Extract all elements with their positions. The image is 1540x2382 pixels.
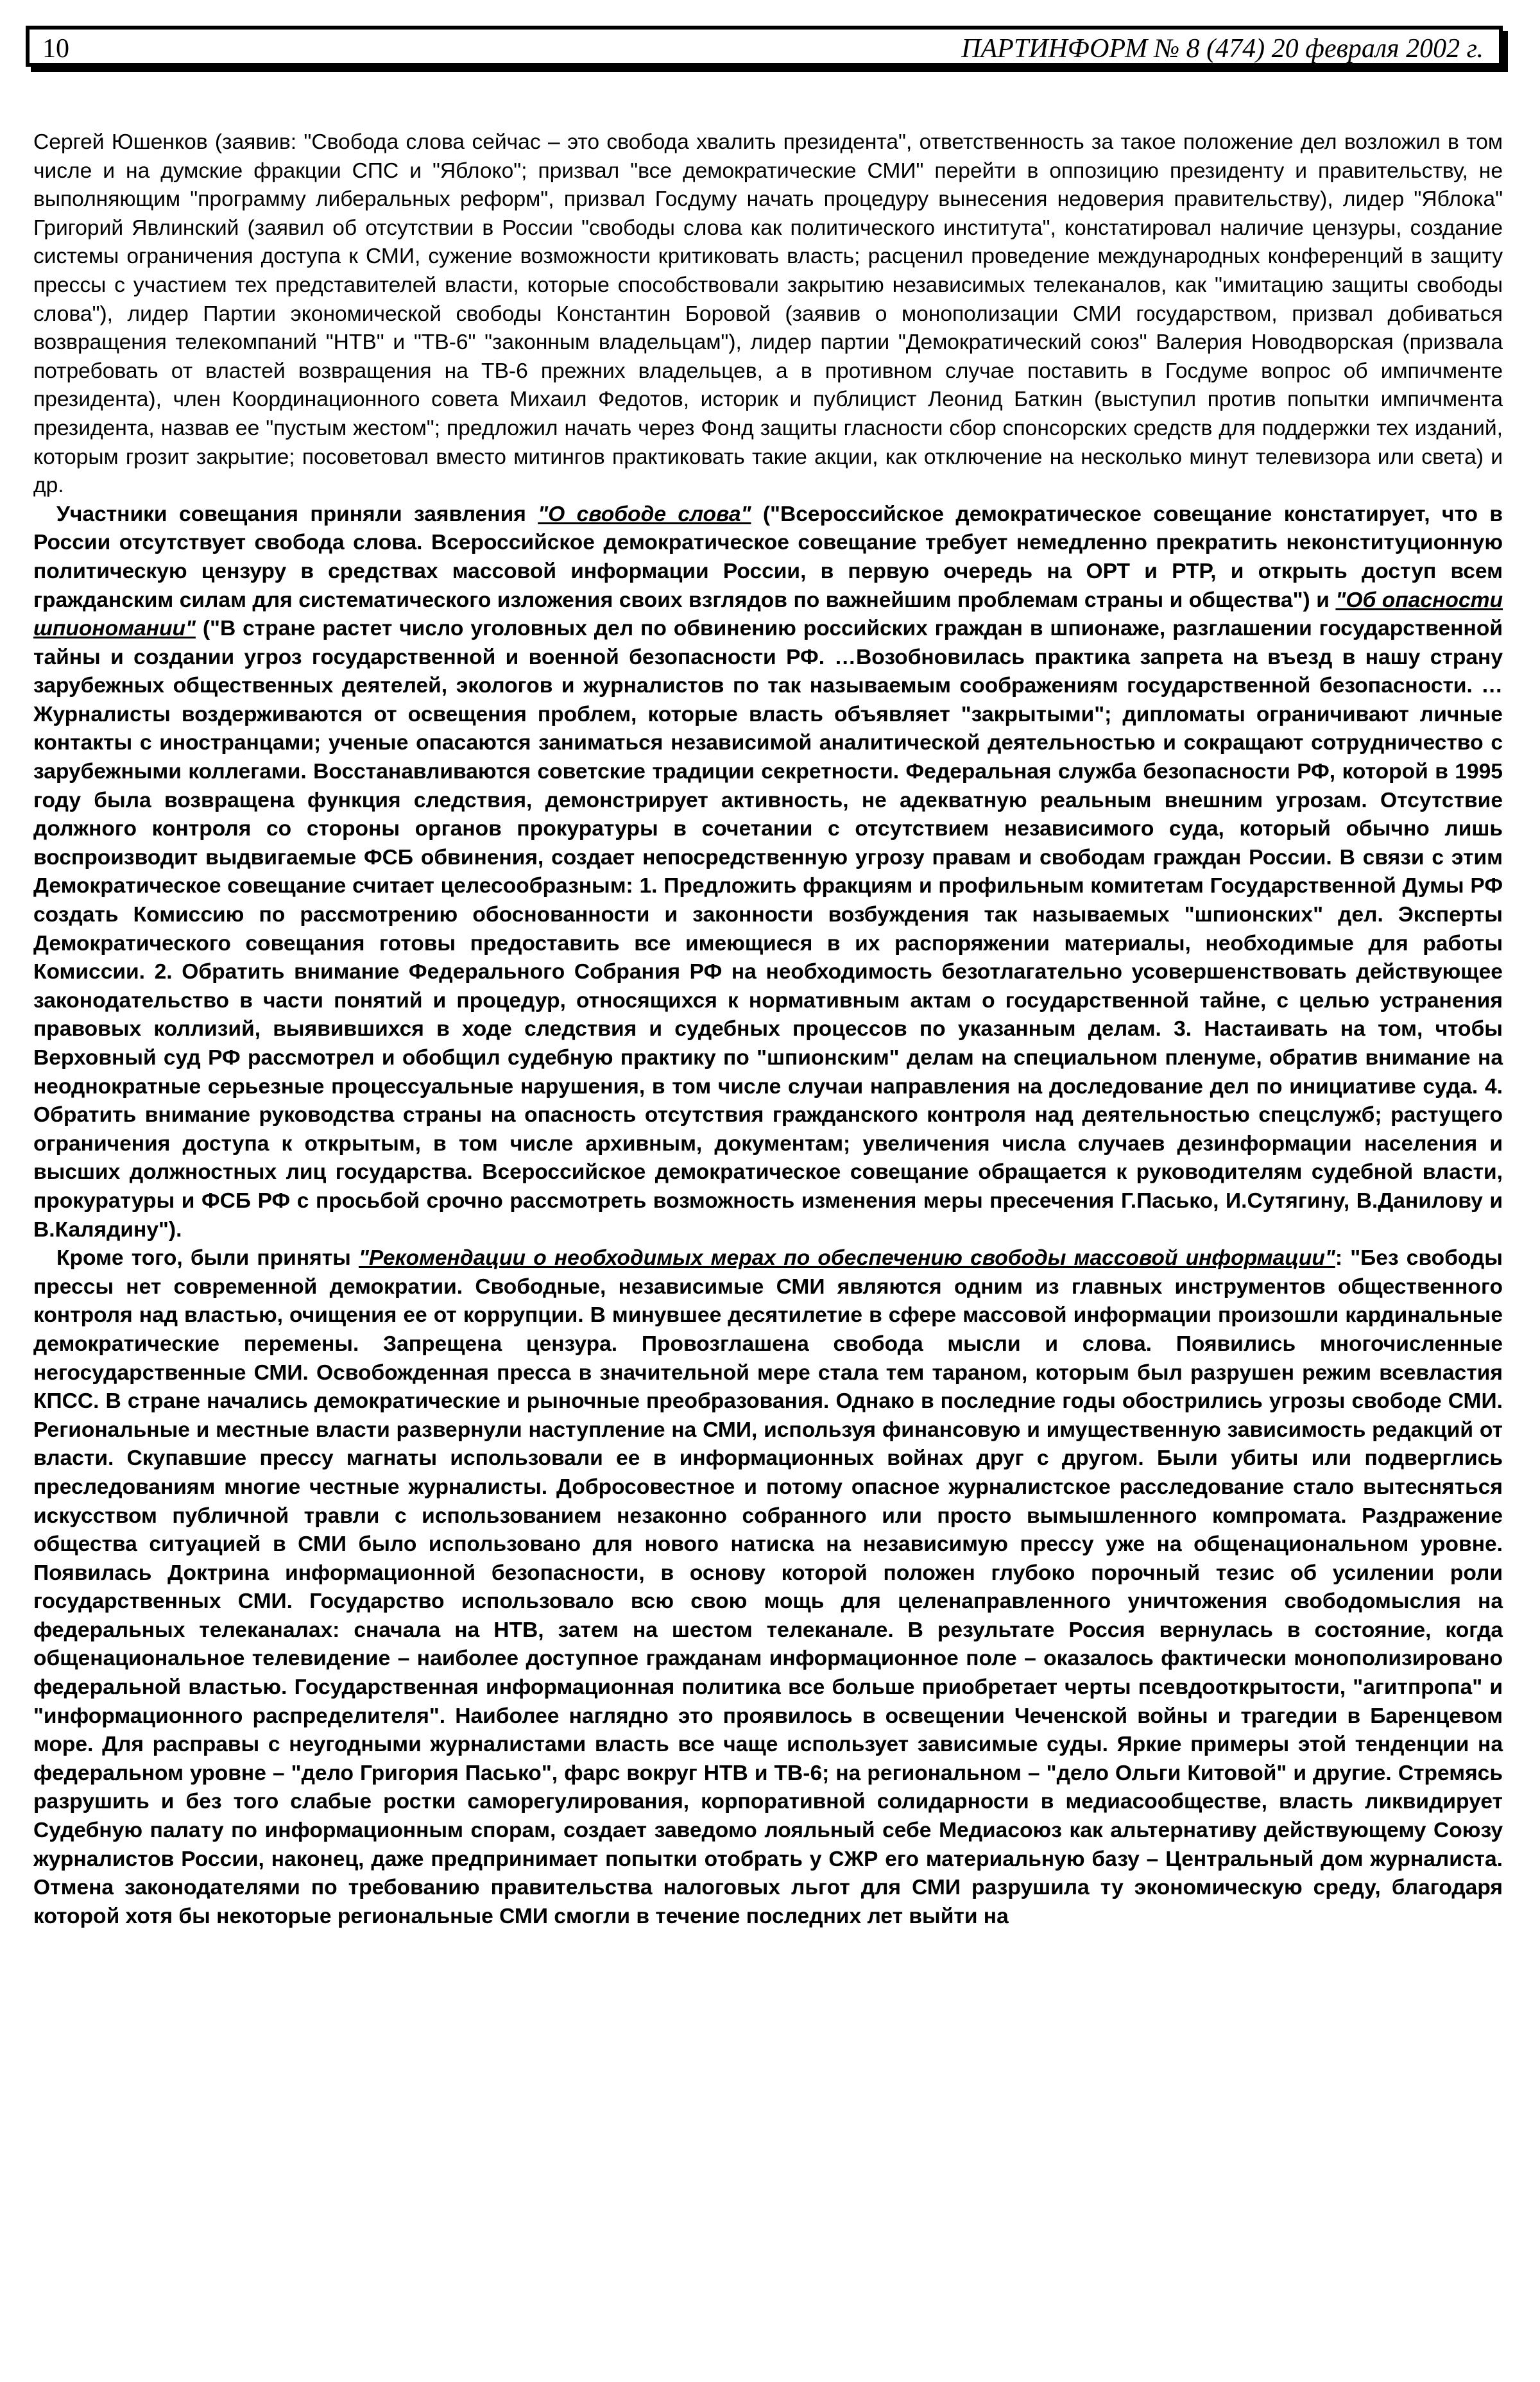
statements-mid: ("Всероссийское демократическое совещание констатирует, что в России отсутствует свобода слова. Всероссийское демократическое совещание требует немедленно прекратить неконституционную политическую цензуру в средствах массовой информации России, в первую очередь на ОРТ и РТР, и открыть доступ всем гражданским силам для систематического изложения своих взглядов по важнейшим проблемам страны и общества") и xyxy=(33,502,1503,612)
link-recommendations[interactable]: "Рекомендации о необходимых мерах по обеспечению свободы массовой информации" xyxy=(359,1246,1335,1271)
statements-lead: Участники совещания приняли заявления xyxy=(56,502,538,526)
recommendations-lead: Кроме того, были приняты xyxy=(56,1246,359,1271)
recommendations-tail: : "Без свободы прессы нет современной демократии. Свободные, независимые СМИ являются одним из главных инструментов общественного контроля над властью, очищения ее от коррупции. В минувшее десятилетие в сфере массовой информации произошли кардинальные демократические перемены. Запрещена цензура. Провозглашена свобода мысли и слова. Появились многочисленные негосударственные СМИ. Освобожденная пресса в значительной мере стала тем тараном, которым был разрушен режим всевластия КПСС. В стране начались демократические и рыночные преобразования. Однако в последние годы обострились угрозы свободе СМИ. Региональные и местные власти развернули наступление на СМИ, используя финансовую и имущественную зависимость редакций от власти. Скупавшие прессу магнаты использовали ее в информационных войнах друг с другом. Были убиты или подверглись преследованиям многие честные журналисты. Добросовестное и потому опасное журналистское расследование стало вытесняться искусством публичной травли с использованием незаконно собранного или просто вымышленного компромата. Раздражение общества ситуацией в СМИ было использовано для нового натиска на независимую прессу уже на общенациональном уровне. Появилась Доктрина информационной безопасности, в основу которой положен глубоко порочный тезис об усилении роли государственных СМИ. Государство использовало всю свою мощь для целенаправленного уничтожения свободомыслия на федеральных телеканалах: сначала на НТВ, затем на шестом телеканале. В результате Россия вернулась в состояние, когда общенациональное телевидение – наиболее доступное гражданам информационное поле – оказалось фактически монополизировано федеральной властью. Государственная информационная политика все больше приобретает черты псевдооткрытости, "агитпропа" и "информационного распределителя". Наиболее наглядно это проявилось в освещении Чеченской войны и трагедии в Баренцевом море. Для расправы с неугодными журналистами власть все чаще использует зависимые суды. Яркие примеры этой тенденции на федеральном уровне – "дело Григория Пасько", фарс вокруг НТВ и ТВ-6; на региональном – "дело Ольги Китовой" и другие. Стремясь разрушить и без того слабые ростки саморегулирования, корпоративной солидарности в медиасообществе, власть ликвидирует Судебную палату по информационным спорам, создает заведомо лояльный себе Медиасоюз как альтернативу действующему Союзу журналистов России, наконец, даже предпринимает попытки отобрать у СЖР его материальную базу – Центральный дом журналиста. Отмена законодателями по требованию правительства налоговых льгот для СМИ разрушила ту экономическую среду, благодаря которой хотя бы некоторые региональные СМИ смогли в течение последних лет выйти на xyxy=(33,1246,1503,1928)
paragraph-statements xyxy=(33,501,1503,1244)
statements-tail: ("В стране растет число уголовных дел по обвинению российских граждан в шпионаже, разглашении государственной тайны и создании угроз государственной и военной безопасности РФ. …Возобновилась практика запрета на въезд в нашу страну зарубежных общественных деятелей, экологов и журналистов по так называемым соображениям государственной безопасности. …Журналисты воздерживаются от освещения проблем, которые власть объявляет "закрытыми"; дипломаты ограничивают личные контакты с иностранцами; ученые опасаются заниматься независимой аналитической деятельностью и сокращают сотрудничество с зарубежными коллегами. Восстанавливаются советские традиции секретности. Федеральная служба безопасности РФ, которой в 1995 году была возвращена функция следствия, демонстрирует активность, не адекватную реальным внешним угрозам. Отсутствие должного контроля со стороны органов прокуратуры в сочетании с отсутствием независимого суда, который обычно лишь воспроизводит выдвигаемые ФСБ обвинения, создает непосредственную угрозу правам и свободам граждан России. В связи с этим Демократическое совещание считает целесообразным: 1. Предложить фракциям и профильным комитетам Государственной Думы РФ создать Комиссию по рассмотрению обоснованности и законности возбуждения так называемых "шпионских" дел. Эксперты Демократического совещания готовы предоставить все имеющиеся в их распоряжении материалы, необходимые для работы Комиссии. 2. Обратить внимание Федерального Собрания РФ на необходимость безотлагательно усовершенствовать действующее законодательство в части понятий и процедур, относящихся к нормативным актам о государственной тайне, с целью устранения правовых коллизий, выявившихся в ходе следствия и судебных процессов по указанным делам. 3. Настаивать на том, чтобы Верховный суд РФ рассмотрел и обобщил судебную практику по "шпионским" делам на специальном пленуме, обратив внимание на неоднократные серьезные процессуальные нарушения, в том числе случаи направления на доследование дел по инициативе суда. 4. Обратить внимание руководства страны на опасность отсутствия гражданского контроля над деятельностью спецслужб; растущего ограничения доступа к открытым, в том числе архивным, документам; увеличения числа случаев дезинформации населения и высших должностных лиц государства. Всероссийское демократическое совещание обращается к руководителям судебной власти, прокуратуры и ФСБ РФ с просьбой срочно рассмотреть возможность изменения меры пресечения Г.Пасько, И.Сутягину, В.Данилову и В.Калядину"). xyxy=(33,617,1503,1242)
article-body xyxy=(33,128,1503,1931)
link-freedom-of-speech[interactable]: "О свободе слова" xyxy=(538,502,751,526)
link-spy-mania[interactable]: "Об опасности шпиономании" xyxy=(33,588,1503,641)
page-number: 10 xyxy=(42,34,69,64)
page-header xyxy=(26,26,1503,67)
publication-title: ПАРТИНФОРМ № 8 (474) 20 февраля 2002 г. xyxy=(961,34,1484,64)
paragraph-recommendations xyxy=(33,1244,1503,1931)
paragraph-participants: Сергей Юшенков (заявив: "Свобода слова сейчас – это свобода хвалить президента", ответственность за такое положение дел возложил в том числе и на думские фракции СПС и "Яблоко"; призвал "все демократические СМИ" перейти в оппозицию президенту и правительству, не выполняющим "программу либеральных реформ", призвал Госдуму начать процедуру вынесения недоверия правительству), лидер "Яблока" Григорий Явлинский (заявил об отсутствии в России "свободы слова как политического института", констатировал наличие цензуры, создание системы ограничения доступа к СМИ, сужение возможности критиковать власть; расценил проведение международных конференций в защиту прессы с участием тех представителей власти, которые способствовали закрытию независимых телеканалов, как "имитацию защиты свободы слова"), лидер Партии экономической свободы Константин Боровой (заявив о монополизации СМИ государством, призвал добиваться возвращения телекомпаний "НТВ" и "ТВ-6" "законным владельцам"), лидер партии "Демократический союз" Валерия Новодворская (призвала потребовать от властей возвращения на ТВ-6 прежних владельцев, а в противном случае поставить в Госдуме вопрос об импичменте президента), член Координационного совета Михаил Федотов, историк и публицист Леонид Баткин (выступил против попытки импичмента президента, назвав ее "пустым жестом"; предложил начать через Фонд защиты гласности сбор спонсорских средств для поддержки тех изданий, которым грозит закрытие; посоветовал вместо митингов практиковать такие акции, как отключение на несколько минут телевизора или света) и др. xyxy=(33,130,1503,498)
